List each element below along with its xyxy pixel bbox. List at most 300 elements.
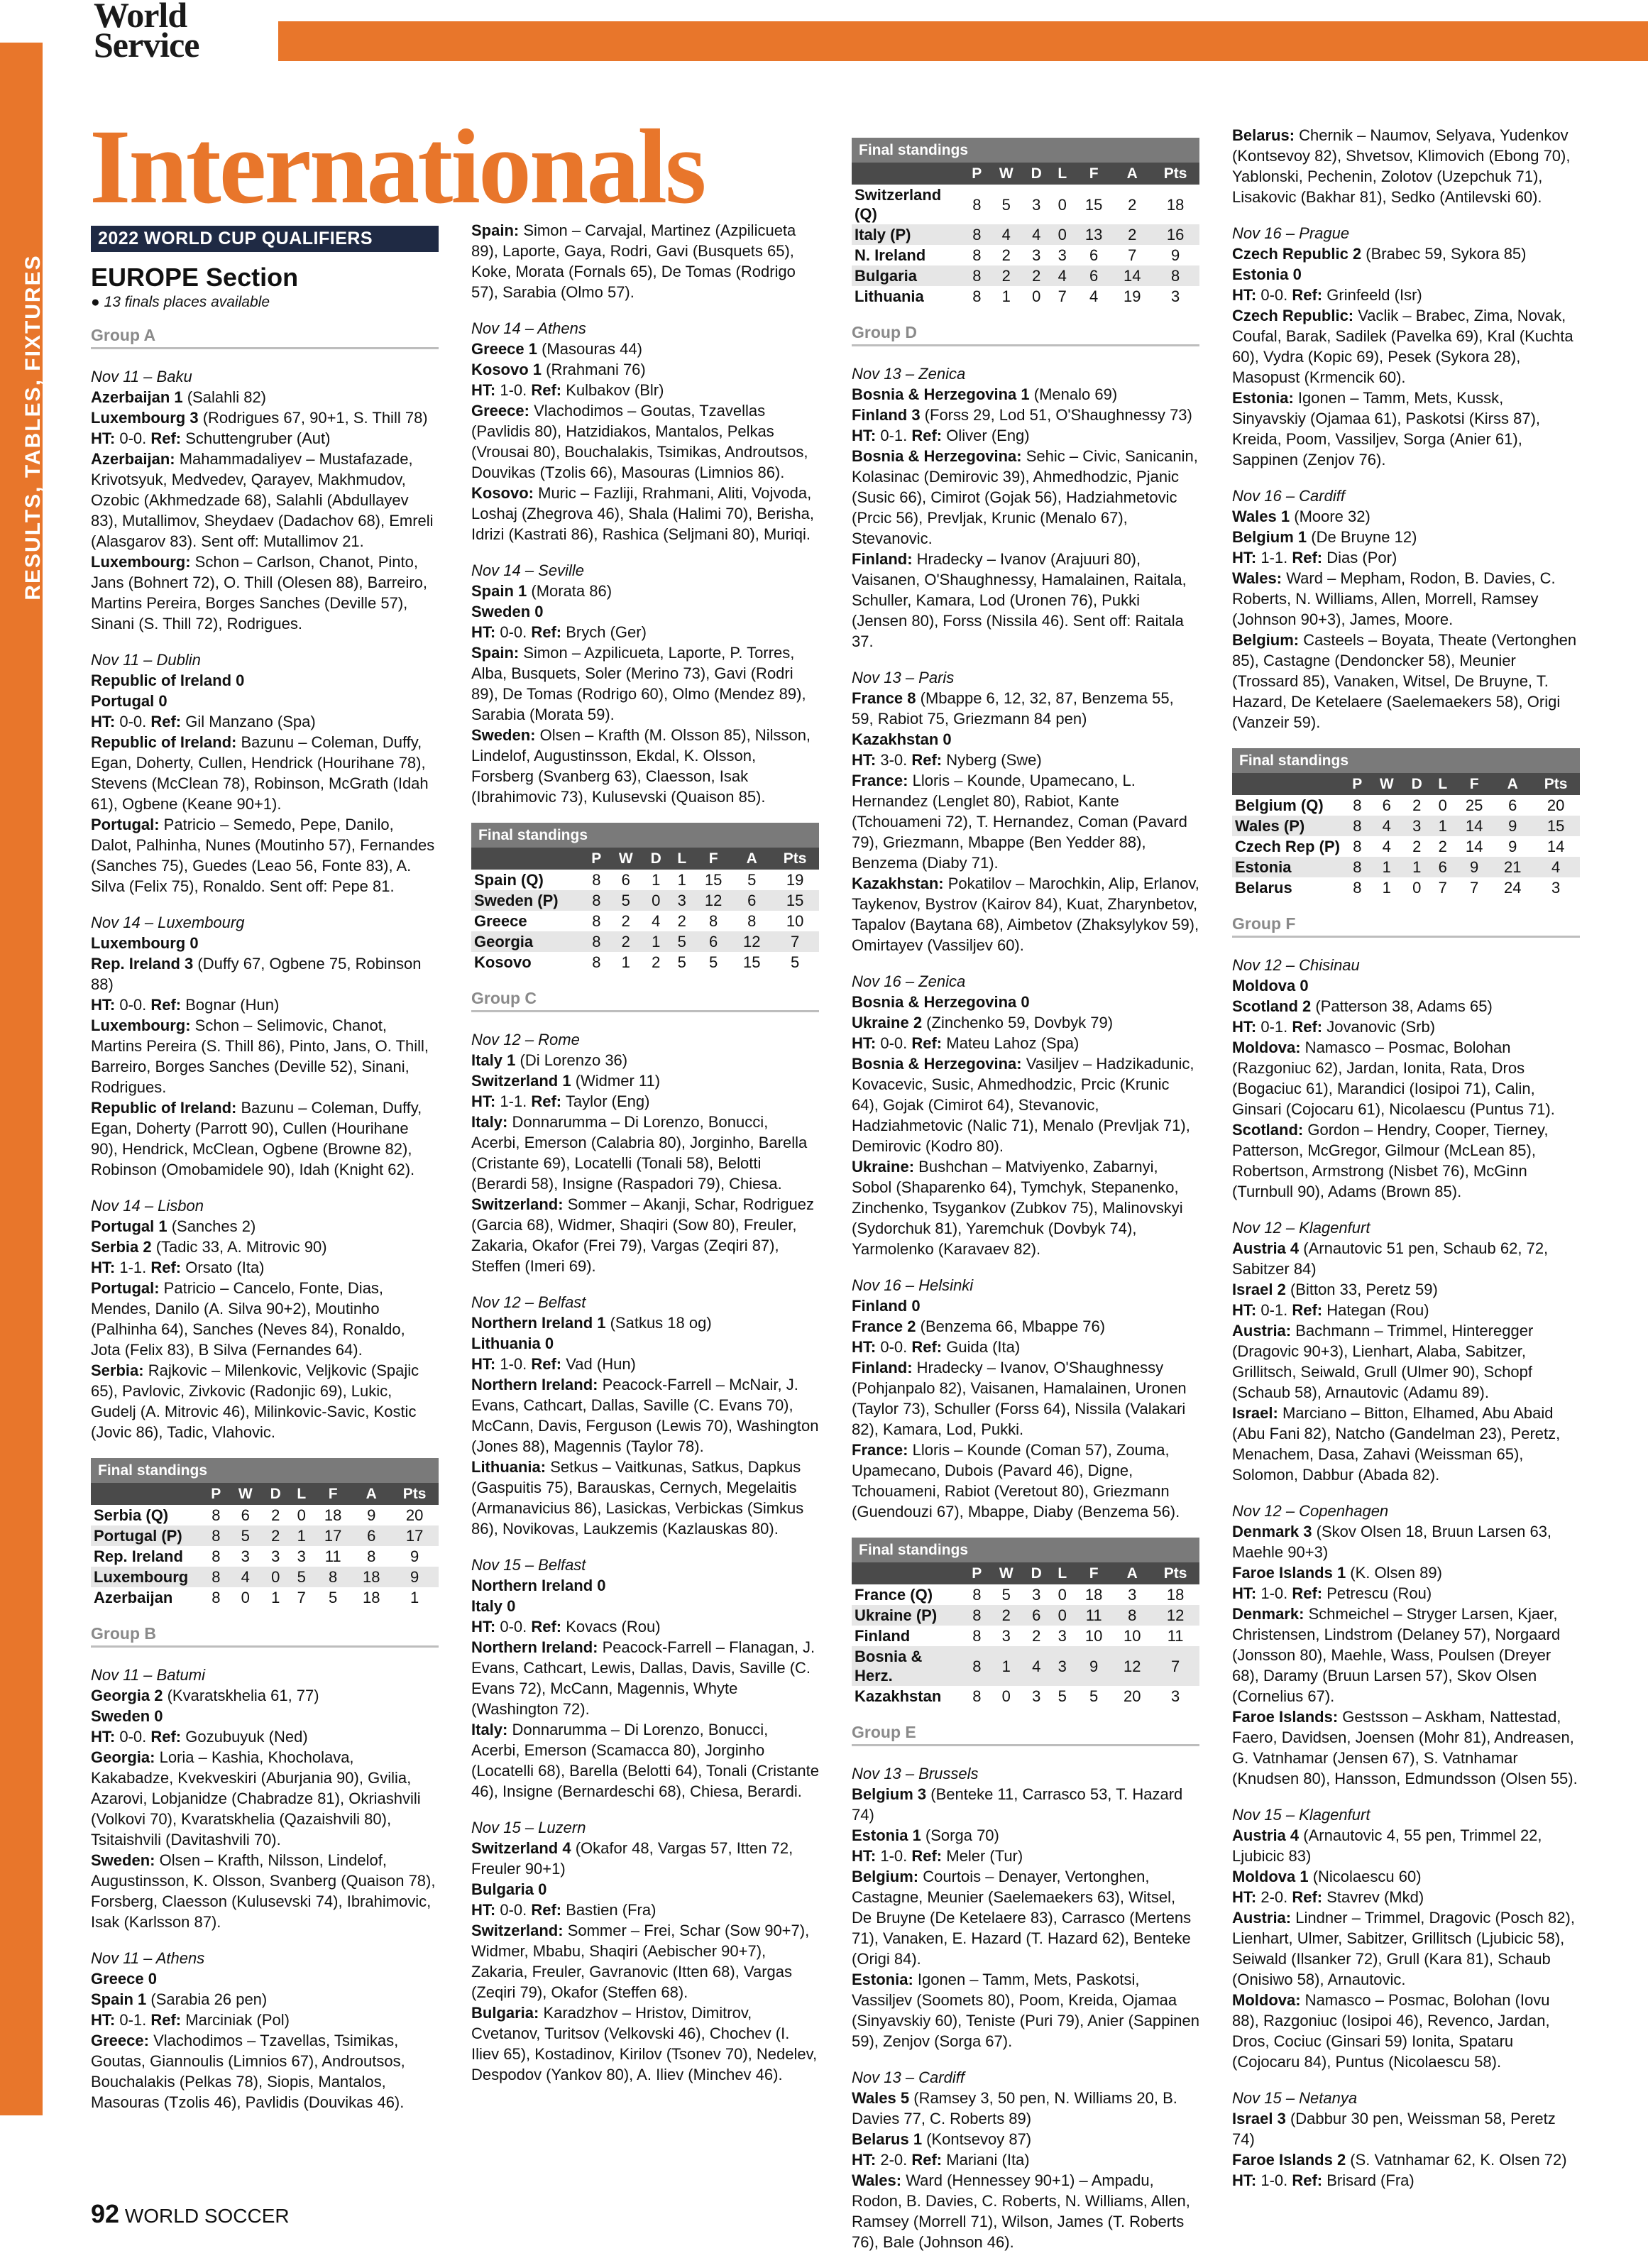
- standings-cell: 6: [1075, 265, 1113, 286]
- report-line: [852, 549, 1199, 652]
- plain-text: Simon – Carvajal, Martinez (Azpilicueta 89), Laporte, Gaya, Rodri, Gavi (Busquets 65), Koke, Morata (Fornals 65), De Tomas (Rodrigo 57), Sarabia (Olmo 57).: [471, 221, 796, 301]
- plain-text: Muric – Fazliji, Rrahmani, Aliti, Vojvoda, Loshaj (Zhegrova 46), Shala (Halimi 70), Berisha, Idrizi (Kastrati 86), Rashica (Seljmani 80), Muriqi.: [471, 484, 815, 543]
- logo-line-service: Service: [94, 25, 199, 65]
- plain-text: 0-0.: [115, 1728, 151, 1746]
- bold-text: HT:: [852, 751, 877, 769]
- report-line: [91, 1685, 439, 1706]
- plain-text: (Menalo 69): [1029, 385, 1118, 403]
- standings-cell: 6: [1430, 857, 1455, 877]
- bold-text: HT:: [91, 1728, 116, 1746]
- standings-caption: Final standings: [471, 823, 819, 848]
- bold-text: HT:: [852, 1338, 877, 1356]
- match-report: [852, 1275, 1199, 1522]
- standings-cell: 5: [1001, 195, 1011, 214]
- report-line: [1232, 1866, 1580, 1887]
- column-header: A: [1113, 1562, 1151, 1584]
- standings-row: [852, 1605, 1199, 1626]
- report-line: [91, 995, 439, 1015]
- bold-text: Ref:: [150, 713, 182, 730]
- column-header: W: [1370, 773, 1403, 795]
- bold-text: Greece 1: [471, 340, 537, 358]
- bold-text: Northern Ireland 1: [471, 1314, 606, 1332]
- standings-cell: 17: [390, 1525, 439, 1546]
- bold-text: Israel 2: [1232, 1281, 1286, 1298]
- standings-cell: 11: [324, 1547, 341, 1565]
- standings-caption: Final standings: [1232, 748, 1580, 773]
- report-line: [852, 1316, 1199, 1337]
- report-line: [852, 688, 1199, 729]
- report-line: [1232, 1521, 1580, 1562]
- standings-cell: 12: [1113, 1646, 1151, 1686]
- report-line: [1232, 1825, 1580, 1866]
- bold-text: Moldova:: [1232, 1991, 1301, 2009]
- report-line: [852, 1357, 1199, 1440]
- report-line: [91, 1278, 439, 1360]
- report-line: [852, 425, 1199, 446]
- report-line: [1232, 1300, 1580, 1320]
- bold-text: Bulgaria:: [471, 2004, 539, 2022]
- standings-cell: 13: [1075, 224, 1113, 245]
- plain-text: (Masouras 44): [537, 340, 642, 358]
- standings-cell: 4: [990, 224, 1023, 245]
- bold-text: HT:: [1232, 1018, 1257, 1036]
- report-line: [852, 1846, 1199, 1866]
- bold-text: Moldova 0: [1232, 977, 1309, 995]
- standings-cell: 5: [610, 890, 642, 911]
- plain-text: 0-0.: [1256, 286, 1292, 304]
- standings-cell: 1: [1430, 816, 1455, 836]
- standings-cell: 9: [1075, 1646, 1113, 1686]
- report-line: [1232, 1583, 1580, 1604]
- standings-cell: 1: [1370, 857, 1403, 877]
- column-header: A: [352, 1483, 390, 1505]
- magazine-name: WORLD SOCCER: [124, 2205, 290, 2227]
- match-date: Nov 16 – Cardiff: [1232, 487, 1345, 505]
- report-line: [91, 2030, 439, 2113]
- bold-text: Estonia 1: [852, 1826, 921, 1844]
- bold-text: Spain:: [471, 644, 520, 662]
- bold-text: Israel:: [1232, 1404, 1278, 1422]
- standings-cell: 2: [677, 912, 686, 930]
- report-line: [1232, 1403, 1580, 1485]
- match-date: Nov 15 – Netanya: [1232, 2089, 1358, 2107]
- column-header: W: [990, 1562, 1023, 1584]
- standings-cell: Italy (P): [852, 224, 964, 245]
- standings-cell: 15: [742, 953, 761, 971]
- plain-text: Oliver (Eng): [942, 427, 1030, 444]
- bold-text: Belgium:: [852, 1868, 919, 1885]
- plain-text: Hradecky – Ivanov (Arajuuri 80), Vaisanen, O'Shaughnessy, Hamalainen, Raitala, Schuller, Kamara, Lod (Uronen 76), Pukki (Jensen 80), Forss (Nissila 46). Sent off: Raitala 37.: [852, 550, 1187, 650]
- plain-text: 1-0.: [876, 1847, 912, 1865]
- standings-caption: Final standings: [91, 1458, 439, 1483]
- standings-cell: 9: [367, 1506, 376, 1524]
- standings-cell: 8: [592, 912, 601, 930]
- bold-text: Luxembourg 3: [91, 409, 199, 427]
- plain-text: (Moore 32): [1290, 508, 1370, 525]
- standings-cell: 3: [1170, 287, 1180, 305]
- plain-text: Brisard (Fra): [1322, 2171, 1414, 2189]
- report-line: [91, 2010, 439, 2030]
- bold-text: Republic of Ireland:: [91, 1099, 237, 1117]
- column-header: F: [1075, 163, 1113, 185]
- match-date: Nov 11 – Athens: [91, 1949, 205, 1967]
- group-heading: Group B: [91, 1623, 439, 1648]
- bold-text: HT:: [1232, 1888, 1257, 1906]
- report-line: [91, 1747, 439, 1850]
- report-line: [471, 400, 819, 483]
- bold-text: Estonia 0: [1232, 265, 1302, 283]
- match-date: Nov 13 – Zenica: [852, 365, 966, 383]
- plain-text: Schuttengruber (Aut): [181, 429, 331, 447]
- column-header: A: [732, 848, 771, 870]
- standings-cell: 5: [709, 953, 718, 971]
- standings-cell: Azerbaijan: [94, 1589, 173, 1606]
- column-body: [1232, 125, 1580, 2191]
- top-orange-bar: [278, 21, 1648, 61]
- bold-text: Ref:: [531, 1092, 562, 1110]
- match-report: [471, 560, 819, 807]
- standings-cell: 6: [621, 871, 630, 889]
- plain-text: Hradecky – Ivanov, O'Shaughnessy (Pohjanpalo 82), Vaisanen, Hamalainen, Uronen (Taylor 73), Schuller (Forss 64), Nissila (Valakari 82), Kamara, Lod, Pukki.: [852, 1359, 1187, 1438]
- plain-text: Karadzhov – Hristov, Dimitrov, Cvetanov, Turitsov (Velkovski 46), Chochev (I. Iliev 65), Kostadinov, Kirilov (Tsonev 70), Nedelev, Despodov (Yankov 80), A. Iliev (Minchev 46).: [471, 2004, 818, 2083]
- bold-text: Greece 0: [91, 1970, 157, 1988]
- standings-cell: 2: [262, 1525, 290, 1546]
- plain-text: Vasiljev – Hadzikadunic, Kovacevic, Susic, Ahmedhodzic, Prcic (Krunic 64), Gojak (Cimirot 64), Stevanovic, Hadziahmetovic (Nalic 71), Menalo (Prevljak 71), Demirovic (Kodro 80).: [852, 1055, 1194, 1155]
- column-2: [471, 220, 819, 2100]
- standings-cell: 5: [669, 931, 694, 952]
- column-header: P: [583, 848, 610, 870]
- standings-cell: 5: [747, 871, 757, 889]
- column-3: [852, 125, 1199, 2268]
- column-header: P: [203, 1483, 229, 1505]
- standings-cell: 3: [297, 1547, 306, 1565]
- group-heading: Group D: [852, 322, 1199, 346]
- bold-text: HT:: [91, 996, 116, 1014]
- bold-text: Ukraine:: [852, 1158, 915, 1176]
- match-date: Nov 12 – Belfast: [471, 1293, 586, 1311]
- column-header: [852, 1562, 964, 1584]
- bold-text: Finland:: [852, 550, 913, 568]
- bold-text: Bosnia & Herzegovina 1: [852, 385, 1030, 403]
- standings-cell: 2: [1128, 195, 1137, 214]
- report-line: [852, 1969, 1199, 2051]
- standings-header-row: [1232, 773, 1580, 795]
- plain-text: Sommer – Akanji, Schar, Rodriguez (Garcia 68), Widmer, Shaqiri (Sow 80), Freuler, Zakaria, Okafor (Frei 79), Vargas (Zeqiri 87), Steffen (Imeri 69).: [471, 1195, 814, 1275]
- bold-text: France 2: [852, 1317, 916, 1335]
- bold-text: Ref:: [1292, 1888, 1323, 1906]
- match-date: Nov 11 – Dublin: [91, 651, 201, 669]
- bold-text: HT:: [852, 2151, 877, 2169]
- page-footer: [91, 2199, 290, 2229]
- report-line: [91, 1257, 439, 1278]
- standings-row: [852, 1686, 1199, 1707]
- bold-text: Bulgaria 0: [471, 1880, 547, 1898]
- standings-row: [1232, 877, 1580, 898]
- bold-text: Italy 1: [471, 1051, 516, 1069]
- report-line: [91, 1097, 439, 1180]
- report-line: [852, 405, 1199, 425]
- standings-cell: 8: [964, 224, 990, 245]
- bold-text: Sweden:: [471, 726, 536, 744]
- plain-text: 0-0.: [495, 623, 532, 641]
- plain-text: Dias (Por): [1322, 549, 1397, 566]
- plain-text: 1-0.: [495, 381, 532, 399]
- bold-text: Republic of Ireland 0: [91, 672, 245, 689]
- match-date: Nov 12 – Rome: [471, 1031, 580, 1048]
- bold-text: Czech Republic 2: [1232, 245, 1362, 263]
- standings-cell: Portugal (P): [91, 1525, 203, 1546]
- report-line: [471, 1900, 819, 1920]
- plain-text: (Kontsevoy 87): [922, 2130, 1032, 2148]
- bold-text: HT:: [471, 1618, 496, 1636]
- column-header: F: [1075, 1562, 1113, 1584]
- standings-cell: 3: [1551, 879, 1561, 897]
- report-line: [471, 1616, 819, 1637]
- standings-cell: 19: [786, 871, 804, 889]
- plain-text: (Kvaratskhelia 61, 77): [163, 1687, 319, 1704]
- standings-cell: 3: [1128, 1586, 1137, 1604]
- plain-text: Loria – Kashia, Khocholava, Kakabadze, Kvekveskiri (Aburjania 90), Gvilia, Azarovi, Lobjanidze (Chabradze 81), Okriashvili (Volkovi 70), Kvaratskhelia (Qazaishvili 80), Tsitaishvili (Davitashvili 70).: [91, 1748, 421, 1848]
- standings-row: [852, 245, 1199, 265]
- bold-text: Sweden 0: [91, 1707, 163, 1725]
- report-line: [471, 483, 819, 544]
- plain-text: Bazunu – Coleman, Duffy, Egan, Doherty, Cullen, Hendrick (Hourihane 78), Stevens (McClean 78), Robinson, McGrath (Idah 61), Ogbene (Keane 90+1).: [91, 733, 429, 813]
- standings-cell: 3: [1032, 1586, 1041, 1604]
- plain-text: (Brabec 59, Sykora 85): [1361, 245, 1527, 263]
- match-date: Nov 16 – Prague: [1232, 224, 1350, 242]
- standings-cell: 3: [1058, 1627, 1067, 1645]
- column-body: [852, 138, 1199, 2252]
- plain-text: 0-1.: [1256, 1301, 1292, 1319]
- standings-cell: 8: [747, 912, 757, 930]
- standings-cell: 0: [1032, 287, 1041, 305]
- match-report: [1232, 2088, 1580, 2191]
- bold-text: Lithuania 0: [471, 1335, 554, 1352]
- standings-cell: Belarus: [1235, 879, 1292, 897]
- bold-text: Faroe Islands 1: [1232, 1564, 1346, 1582]
- report-line: [1232, 1990, 1580, 2072]
- standings-cell: 6: [1089, 246, 1099, 264]
- bold-text: Finland:: [852, 1359, 913, 1376]
- bold-text: HT:: [1232, 1584, 1257, 1602]
- standings-cell: 7: [1470, 879, 1479, 897]
- standings-cell: 20: [1547, 796, 1565, 814]
- report-line: [1232, 1907, 1580, 1990]
- report-line: [471, 1637, 819, 1719]
- bold-text: HT:: [471, 1901, 496, 1919]
- plain-text: Hategan (Rou): [1322, 1301, 1429, 1319]
- standings-cell: 6: [241, 1506, 250, 1524]
- column-header: L: [669, 848, 694, 870]
- match-report: [91, 366, 439, 634]
- bold-text: Czech Republic:: [1232, 307, 1354, 324]
- page-title: Internationals: [89, 108, 705, 226]
- report-line: [471, 1050, 819, 1070]
- plain-text: (Di Lorenzo 36): [515, 1051, 628, 1069]
- plain-text: (S. Vatnhamar 62, K. Olsen 72): [1346, 2151, 1567, 2169]
- column-header: W: [229, 1483, 262, 1505]
- standings-cell: 4: [1370, 816, 1403, 836]
- report-line: [91, 387, 439, 407]
- report-line: [91, 1706, 439, 1726]
- bold-text: Ref:: [150, 996, 182, 1014]
- standings-cell: Bosnia & Herz.: [852, 1646, 964, 1686]
- bold-text: Georgia 2: [91, 1687, 163, 1704]
- column-header: W: [990, 163, 1023, 185]
- match-report: [91, 1195, 439, 1442]
- standings-row: [471, 870, 819, 890]
- column-header: D: [262, 1483, 290, 1505]
- sidebar-label: RESULTS, TABLES, FIXTURES: [21, 254, 45, 601]
- standings-cell: 8: [583, 890, 610, 911]
- plain-text: Gozubuyuk (Ned): [181, 1728, 308, 1746]
- report-line: [1232, 1604, 1580, 1707]
- report-line: [91, 1360, 439, 1442]
- bold-text: Austria:: [1232, 1909, 1292, 1927]
- bold-text: Bosnia & Herzegovina:: [852, 447, 1022, 465]
- plain-text: Kulbakov (Blr): [561, 381, 664, 399]
- report-line: [471, 1313, 819, 1333]
- match-date: Nov 15 – Belfast: [471, 1556, 586, 1574]
- bold-text: Denmark:: [1232, 1605, 1304, 1623]
- report-line: [852, 992, 1199, 1012]
- match-date: Nov 12 – Chisinau: [1232, 956, 1360, 974]
- plain-text: Sehic – Civic, Sanicanin, Kolasinac (Demirovic 39), Ahmedhodzic, Pjanic (Susic 66), Cimirot (Gojak 56), Hadziahmetovic (Prcic 56), Prevljak, Krunic (Menalo 67), Stevanovic.: [852, 447, 1198, 547]
- standings-cell: 18: [324, 1506, 342, 1524]
- column-body: [471, 220, 819, 2085]
- standings-cell: 6: [694, 931, 732, 952]
- standings-cell: 8: [1113, 1605, 1151, 1626]
- report-line: [852, 384, 1199, 405]
- standings-cell: 18: [1166, 1586, 1185, 1604]
- plain-text: Casteels – Boyata, Theate (Vertonghen 85), Castagne (Dendoncker 58), Meunier (Trossard 85), Vanaken, Witsel, De Bruyne, T. Hazard, De Ketelaere (Saelemaekers 58), Origi (Vanzeir 59).: [1232, 631, 1577, 731]
- standings-cell: Georgia: [471, 931, 583, 952]
- bold-text: HT:: [471, 381, 496, 399]
- plain-text: Courtois – Denayer, Vertonghen, Castagne, Meunier (Saelemaekers 63), Witsel, De Bruyne (De Ketelaere 83), Carrasco (Mertens 71), Vanaken, E. Hazard (T. Hazard 62), Benteke (Origi 84).: [852, 1868, 1192, 1968]
- plain-text: (Skov Olsen 18, Bruun Larsen 63, Maehle 90+3): [1232, 1523, 1552, 1561]
- standings-cell: 1: [1382, 879, 1391, 897]
- bold-text: Wales 5: [852, 2089, 910, 2107]
- standings-cell: 14: [1465, 838, 1483, 855]
- bold-text: France:: [852, 1441, 908, 1459]
- bold-text: Luxembourg:: [91, 1017, 191, 1034]
- match-report: [471, 220, 819, 302]
- match-report: [1232, 486, 1580, 733]
- report-line: [91, 1237, 439, 1257]
- standings-cell: 10: [786, 912, 804, 930]
- report-line: [471, 1719, 819, 1802]
- standings-cell: 2: [652, 953, 661, 971]
- match-report: [852, 971, 1199, 1259]
- bold-text: HT:: [852, 1847, 877, 1865]
- bold-text: Ref:: [150, 1259, 182, 1276]
- report-line: [91, 1968, 439, 1989]
- match-report: [1232, 1217, 1580, 1485]
- report-line: [852, 750, 1199, 770]
- plain-text: (Arnautovic 4, 55 pen, Trimmel 22, Ljubicic 83): [1232, 1826, 1542, 1865]
- plain-text: Grinfeeld (Isr): [1322, 286, 1422, 304]
- standings-cell: 18: [352, 1567, 390, 1587]
- standings-cell: 7: [1438, 879, 1447, 897]
- bold-text: Scotland 2: [1232, 997, 1312, 1015]
- plain-text: Bushchan – Matviyenko, Zabarnyi, Sobol (Shaparenko 64), Tymchyk, Stepanenko, Zinchenko, Tsygankov (Zubkov 75), Malinovskyi (Sydorchuk 81), Yaremchuk (Dovbyk 74), Yarmolenko (Karavaev 82).: [852, 1158, 1183, 1258]
- bold-text: Sweden:: [91, 1851, 155, 1869]
- bold-text: Wales:: [1232, 569, 1282, 587]
- standings-cell: 19: [1123, 287, 1141, 305]
- plain-text: (Forss 29, Lod 51, O'Shaughnessy 73): [920, 406, 1192, 424]
- plain-text: 0-0.: [115, 429, 151, 447]
- match-date: Nov 11 – Batumi: [91, 1666, 206, 1684]
- column-header: L: [1050, 163, 1075, 185]
- standings-cell: 7: [1128, 246, 1137, 264]
- bold-text: Portugal 1: [91, 1217, 167, 1235]
- plain-text: (Sarabia 26 pen): [146, 1990, 268, 2008]
- match-report: [852, 667, 1199, 955]
- report-line: [91, 711, 439, 732]
- standings-row: [852, 286, 1199, 307]
- plain-text: Bachmann – Trimmel, Hinteregger (Dragovic 90+3), Lienhart, Alaba, Sabitzer, Grillitsch, Seiwald, Grull (Ulmer 90), Schopf (Schaub 58), Arnautovic (Adamu 89).: [1232, 1322, 1534, 1401]
- match-date: Nov 16 – Helsinki: [852, 1276, 974, 1294]
- plain-text: (Zinchenko 59, Dovbyk 79): [922, 1014, 1114, 1031]
- report-line: [1232, 996, 1580, 1017]
- standings-cell: Estonia: [1232, 857, 1344, 877]
- match-report: [1232, 125, 1580, 207]
- match-report: [471, 318, 819, 544]
- report-line: [1232, 2149, 1580, 2170]
- bold-text: Switzerland 1: [471, 1072, 571, 1090]
- standings-cell: 6: [352, 1525, 390, 1546]
- match-date: Nov 13 – Paris: [852, 669, 955, 686]
- bold-text: Kazakhstan:: [852, 875, 944, 892]
- standings-cell: 9: [390, 1567, 439, 1587]
- standings-cell: 8: [1344, 857, 1370, 877]
- standings-cell: 0: [1050, 224, 1075, 245]
- plain-text: (Salahli 82): [182, 388, 266, 406]
- standings-header-row: [471, 848, 819, 870]
- standings-cell: Wales (P): [1232, 816, 1344, 836]
- standings-cell: 8: [1151, 265, 1199, 286]
- column-header: L: [289, 1483, 314, 1505]
- standings-cell: 0: [1058, 1586, 1067, 1604]
- standings-cell: Switzerland (Q): [855, 186, 942, 223]
- bold-text: Azerbaijan 1: [91, 388, 183, 406]
- bold-text: Serbia:: [91, 1362, 144, 1379]
- bold-text: HT:: [852, 427, 877, 444]
- plain-text: (Dabbur 30 pen, Weissman 58, Peretz 74): [1232, 2110, 1556, 2148]
- report-line: [471, 601, 819, 622]
- plain-text: Gordon – Hendry, Cooper, Tierney, Patterson, McGregor, Gilmour (McLean 85), Robertson, Armstrong (Nisbet 76), McGinn (Turnbull 90), Adams (Brown 85).: [1232, 1121, 1549, 1200]
- report-line: [91, 691, 439, 711]
- bold-text: Austria 4: [1232, 1239, 1300, 1257]
- match-date: Nov 16 – Zenica: [852, 973, 966, 990]
- match-date: Nov 12 – Klagenfurt: [1232, 1219, 1370, 1237]
- report-line: [852, 1440, 1199, 1522]
- report-line: [1232, 527, 1580, 547]
- plain-text: 3-0.: [876, 751, 912, 769]
- standings-cell: 3: [1403, 816, 1431, 836]
- report-line: [91, 732, 439, 814]
- standings-cell: 4: [1023, 224, 1050, 245]
- standings-cell: Finland: [855, 1627, 911, 1645]
- group-heading: Group A: [91, 325, 439, 349]
- report-line: [1232, 547, 1580, 568]
- report-line: [471, 1838, 819, 1879]
- standings-cell: 4: [1532, 857, 1580, 877]
- bold-text: Luxembourg:: [91, 553, 191, 571]
- standings-caption: Final standings: [852, 138, 1199, 163]
- standings-cell: 5: [1089, 1687, 1099, 1705]
- plain-text: Bazunu – Coleman, Duffy, Egan, Doherty (Parrott 90), Cullen (Hourihane 90), Hendrick, McClean, Ogbene (Browne 82), Robinson (Omobamidele 90), Idah (Knight 62).: [91, 1099, 422, 1178]
